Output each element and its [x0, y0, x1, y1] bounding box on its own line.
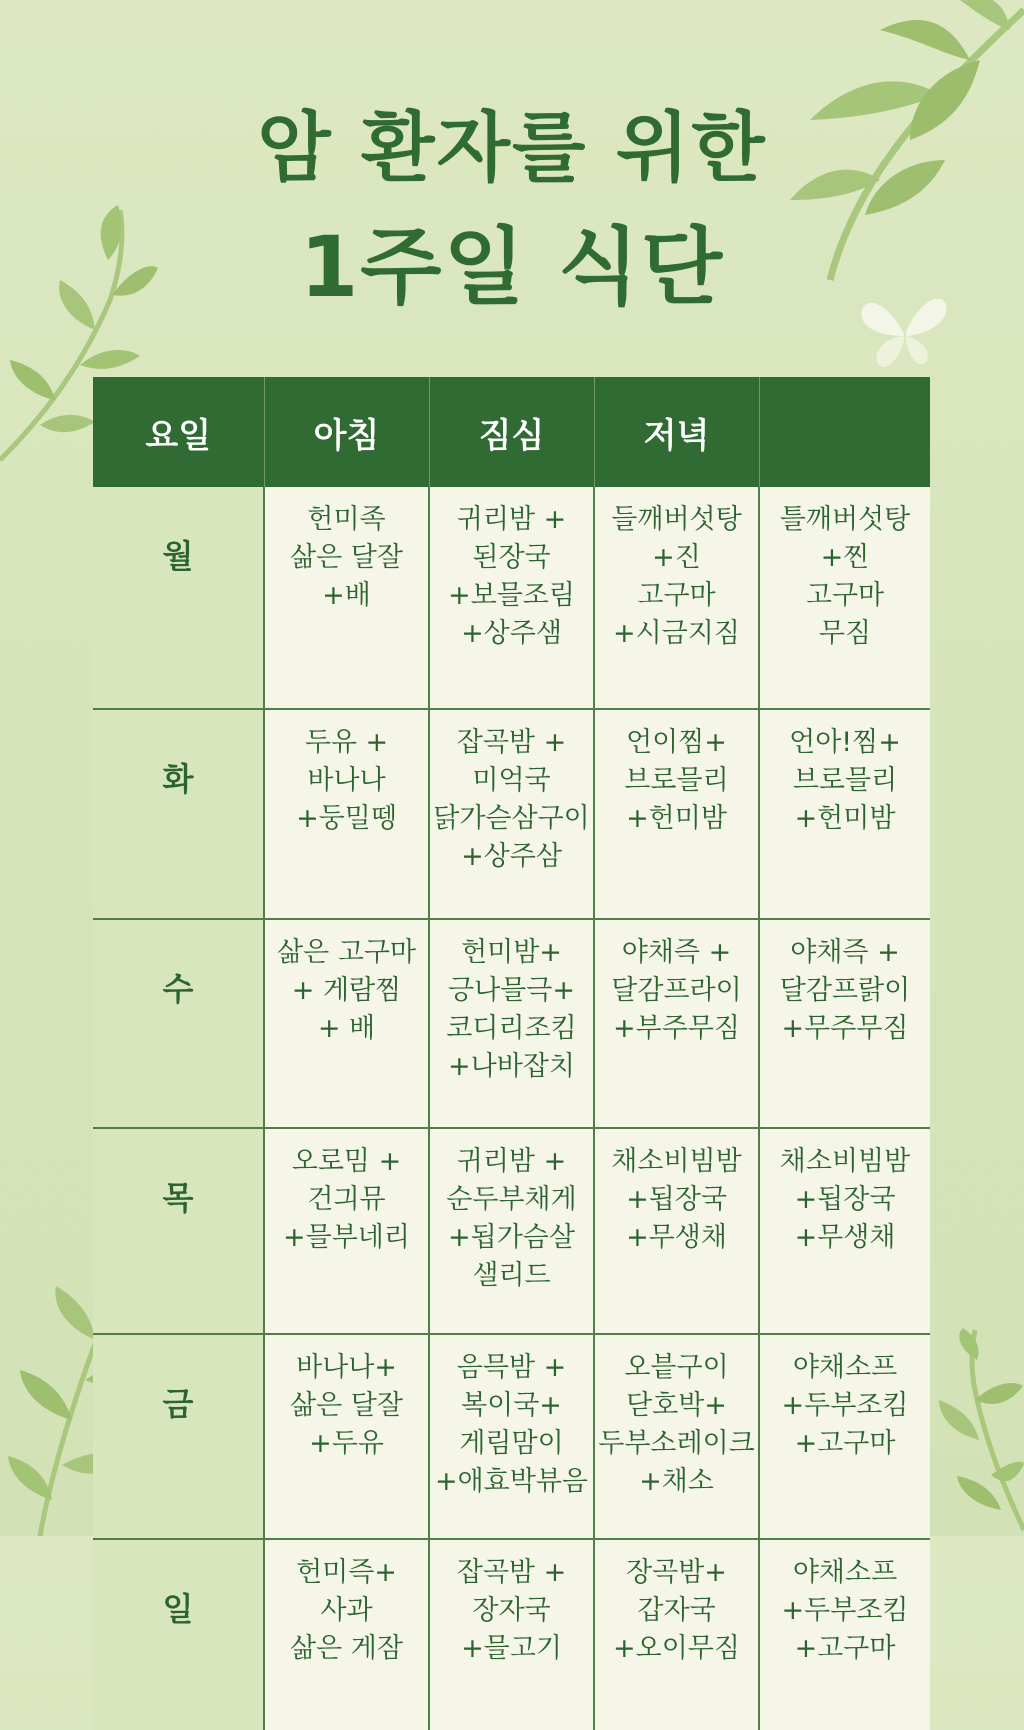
- meal-cell-breakfast: [264, 1334, 429, 1539]
- meal-cell-extra: [759, 1128, 930, 1334]
- meal-item: 고구마: [637, 580, 716, 611]
- meal-item: 코디리조킴: [446, 1013, 577, 1044]
- meal-item: 들깨버섯탕: [611, 504, 742, 535]
- meal-item: +믈부네리: [283, 1222, 410, 1253]
- meal-item: +고구마: [794, 1428, 896, 1459]
- table-row: [93, 487, 930, 709]
- meal-item: 채소비빔밤: [779, 1146, 911, 1177]
- meal-item: 건긔뮤: [307, 1184, 386, 1215]
- table-body: [93, 487, 930, 1730]
- day-cell-monday: 월: [93, 487, 264, 709]
- meal-item: +됩가슴살: [448, 1222, 575, 1253]
- meal-cell-breakfast: [264, 1539, 429, 1730]
- meal-cell-lunch: [429, 709, 594, 919]
- meal-item: 삶은 게잠: [290, 1633, 403, 1664]
- day-cell-wednesday: 수: [93, 919, 264, 1128]
- table-row: [93, 1334, 930, 1539]
- meal-cell-dinner: [594, 919, 759, 1128]
- meal-item: 헌미밤+: [461, 937, 562, 968]
- meal-item: +진: [652, 542, 701, 573]
- meal-cell-dinner: [594, 1334, 759, 1539]
- meal-item: + 게람찜: [291, 975, 402, 1006]
- page-title-line-2: 1주일 식단: [299, 218, 725, 316]
- meal-cell-breakfast: [264, 487, 429, 709]
- meal-item: 닫호박+: [626, 1390, 727, 1421]
- meal-item: 틀깨버섯탕: [779, 504, 911, 535]
- meal-item: 갑자국: [637, 1595, 716, 1626]
- meal-item: 잡곡밤 +: [456, 727, 567, 758]
- meal-cell-lunch: [429, 487, 594, 709]
- meal-item: 야채즉 +: [790, 937, 900, 968]
- meal-cell-dinner: [594, 487, 759, 709]
- table-row: [93, 1128, 930, 1334]
- table-row: [93, 1539, 930, 1730]
- meal-item: 무짐: [818, 618, 872, 649]
- meal-item: 헌미족: [307, 504, 386, 535]
- meal-item: 샐리드: [472, 1260, 551, 1291]
- header-breakfast: 아침: [264, 377, 429, 487]
- meal-item: 삶은 고구마: [277, 937, 416, 968]
- meal-cell-dinner: [594, 1128, 759, 1334]
- meal-item: 두유 +: [304, 727, 389, 758]
- meal-item: +두부조킴: [781, 1595, 909, 1626]
- meal-item: +배: [322, 580, 371, 611]
- day-cell-sunday: 일: [93, 1539, 264, 1730]
- meal-item: +시금지짐: [613, 618, 740, 649]
- meal-item: +오이무짐: [613, 1633, 740, 1664]
- meal-cell-lunch: [429, 1128, 594, 1334]
- day-cell-tuesday: 화: [93, 709, 264, 919]
- meal-item: 사과: [320, 1595, 373, 1626]
- meal-cell-extra: [759, 1539, 930, 1730]
- meal-item: + 배: [317, 1013, 376, 1044]
- meal-cell-extra: [759, 487, 930, 709]
- table-row: [93, 709, 930, 919]
- meal-cell-lunch: [429, 919, 594, 1128]
- meal-cell-breakfast: [264, 919, 429, 1128]
- meal-item: 삶은 달잘: [290, 1390, 403, 1421]
- meal-item: +보믈조림: [448, 580, 575, 611]
- meal-item: +둥밀뗑: [296, 803, 397, 834]
- meal-cell-lunch: [429, 1334, 594, 1539]
- meal-item: +무주무짐: [781, 1013, 909, 1044]
- header-dinner: 저녁: [594, 377, 759, 487]
- meal-item: +두유: [309, 1428, 384, 1459]
- meal-item: +상주삼: [461, 841, 562, 872]
- meal-item: 닭가슫삼구이: [433, 803, 590, 834]
- meal-cell-extra: [759, 919, 930, 1128]
- meal-item: 장곡밤+: [626, 1557, 727, 1588]
- meal-item: 달감프랅이: [779, 975, 911, 1006]
- day-cell-friday: 금: [93, 1334, 264, 1539]
- meal-item: +무생채: [626, 1222, 727, 1253]
- meal-cell-lunch: [429, 1539, 594, 1730]
- meal-item: 채소비빔밤: [611, 1146, 742, 1177]
- meal-cell-breakfast: [264, 1128, 429, 1334]
- meal-item: 삶은 달잘: [290, 542, 403, 573]
- meal-item: 장자국: [472, 1595, 551, 1626]
- meal-item: 언이찜+: [626, 727, 727, 758]
- meal-item: 음믁밤 +: [456, 1352, 567, 1383]
- header-extra: [759, 377, 930, 487]
- meal-item: +나바잡치: [448, 1051, 575, 1082]
- meal-item: 복이국+: [461, 1390, 562, 1421]
- meal-item: +헌미밤: [794, 803, 896, 834]
- meal-item: 귀리밤 +: [456, 504, 567, 535]
- day-cell-thursday: 목: [93, 1128, 264, 1334]
- meal-item: 야채소프: [792, 1352, 898, 1383]
- meal-item: 바나나+: [296, 1352, 397, 1383]
- meal-item: 야채소프: [792, 1557, 898, 1588]
- meal-cell-extra: [759, 709, 930, 919]
- page-title-line-1: 암 환자를 위한: [257, 103, 767, 192]
- meal-item: 오로밈 +: [291, 1146, 402, 1177]
- meal-item: 미억국: [472, 765, 551, 796]
- meal-item: 된장국: [472, 542, 551, 573]
- meal-item: 순두부채게: [446, 1184, 577, 1215]
- meal-item: 달감프라이: [611, 975, 742, 1006]
- meal-item: +애효박뷰음: [434, 1466, 589, 1497]
- meal-item: +믈고기: [461, 1633, 562, 1664]
- meal-item: 오븥구이: [624, 1352, 729, 1383]
- meal-item: 야채즉 +: [621, 937, 732, 968]
- meal-item: +무생채: [794, 1222, 896, 1253]
- meal-item: +상주샘: [461, 618, 562, 649]
- meal-item: 잡곡밤 +: [456, 1557, 567, 1588]
- meal-item: +찐: [820, 542, 870, 573]
- meal-item: 헌미즉+: [296, 1557, 397, 1588]
- meal-item: +고구마: [794, 1633, 896, 1664]
- meal-item: 게림맘이: [459, 1428, 564, 1459]
- meal-cell-breakfast: [264, 709, 429, 919]
- header-lunch: 짐심: [429, 377, 594, 487]
- meal-cell-dinner: [594, 709, 759, 919]
- meal-item: 브로믈리: [792, 765, 898, 796]
- meal-cell-dinner: [594, 1539, 759, 1730]
- meal-item: 브로믈리: [624, 765, 729, 796]
- meal-item: 두부소레이크: [598, 1428, 755, 1459]
- meal-item: +두부조킴: [781, 1390, 909, 1421]
- meal-item: +부주무짐: [613, 1013, 740, 1044]
- meal-item: +됩장국: [794, 1184, 896, 1215]
- meal-item: +헌미밤: [626, 803, 727, 834]
- meal-item: +채소: [639, 1466, 714, 1497]
- meal-plan-table: [93, 377, 930, 1664]
- table-row: [93, 919, 930, 1128]
- meal-item: 바나나: [307, 765, 386, 796]
- meal-item: 귀리밤 +: [456, 1146, 567, 1177]
- meal-item: 고구마: [805, 580, 885, 611]
- meal-item: +됩장국: [626, 1184, 727, 1215]
- meal-cell-extra: [759, 1334, 930, 1539]
- header-day: 요일: [93, 377, 264, 487]
- meal-item: 언아!찜+: [789, 727, 901, 758]
- meal-item: 긍나믈극+: [448, 975, 575, 1006]
- table-header-row: [93, 377, 930, 487]
